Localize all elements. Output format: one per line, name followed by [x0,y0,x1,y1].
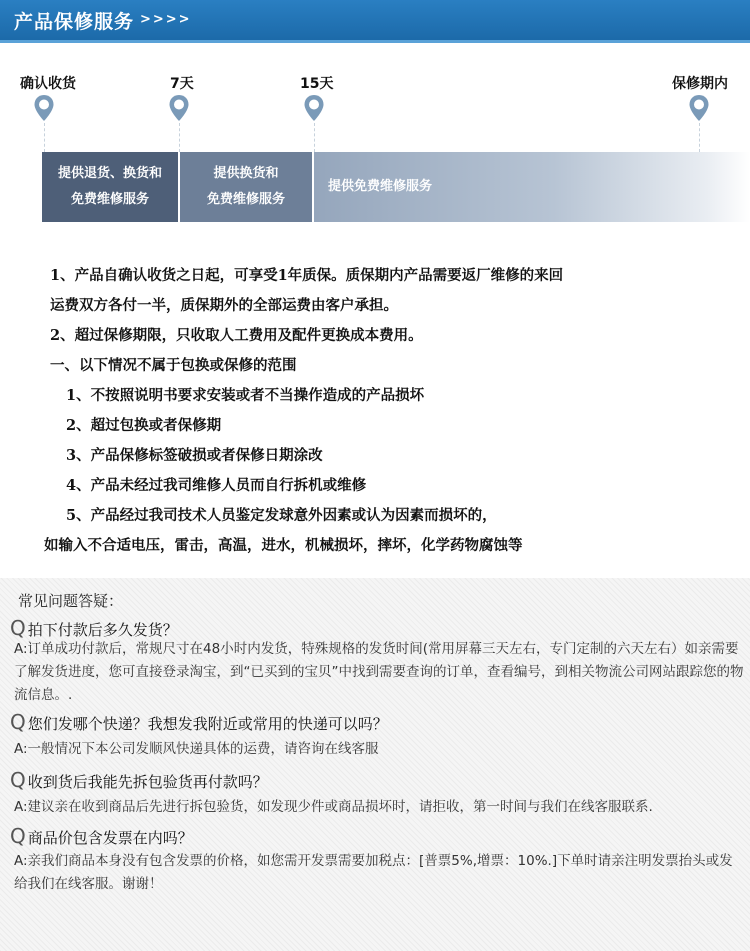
question-text: 您们发哪个快递？我想发我附近或常用的快递可以吗？ [27,715,388,733]
term-line: 2、超过保修期限，只收取人工费用及配件更换成本费用。 [50,327,423,344]
location-pin-icon [303,94,325,122]
question-mark-icon: Q [10,616,26,640]
timeline-segment-repair [314,152,750,222]
faq-title: 常见问题答疑： [18,592,124,610]
timeline-connector [44,123,45,152]
timeline-label-15days: 15天 [300,76,334,92]
section-header [0,0,750,43]
term-line: 如输入不合适电压，雷击，高温，进水，机械损坏，摔坏，化学药物腐蚀等 [44,537,523,554]
faq-question [10,616,178,640]
faq-question [10,768,268,792]
question-text: 拍下付款后多久发货？ [27,621,178,639]
term-line: 运费双方各付一半，质保期外的全部运费由客户承担。 [50,297,398,314]
segment-text-line: 免费维修服务 [206,192,285,207]
question-text: 收到货后我能先拆包验货再付款吗？ [27,773,268,791]
term-line: 1、不按照说明书要求安装或者不当操作造成的产品损坏 [66,387,425,404]
segment-text-line: 提供免费维修服务 [328,179,433,194]
location-pin-icon [688,94,710,122]
faq-question [10,710,388,734]
timeline-connector [179,123,180,152]
question-text: 商品价包含发票在内吗？ [27,829,193,847]
term-line: 一、以下情况不属于包换或保修的范围 [50,357,297,374]
faq-answer: A:建议亲在收到商品后先进行拆包验货，如发现少件或商品损坏时，请拒收，第一时间与我们在线客服联系. [14,799,653,815]
timeline-connector [314,123,315,152]
term-line: 1、产品自确认收货之日起，可享受1年质保。质保期内产品需要返厂维修的来回 [50,267,564,284]
question-mark-icon: Q [10,824,26,848]
faq-answer: A:一般情况下本公司发顺风快递具体的运费，请咨询在线客服 [14,741,379,757]
timeline-segment-return-exchange [42,152,178,222]
term-line: 5、产品经过我司技术人员鉴定发球意外因素或认为因素而损坏的， [66,507,497,524]
timeline-label-receipt: 确认收货 [20,76,76,92]
timeline-connector [699,123,700,152]
term-line: 3、产品保修标签破损或者保修日期涂改 [66,447,323,464]
timeline-segment-exchange [180,152,312,222]
question-mark-icon: Q [10,768,26,792]
term-line: 2、超过包换或者保修期 [66,417,222,434]
faq-answer: A:订单成功付款后，常规尺寸在48小时内发货，特殊规格的发货时间(常用屏幕三天左右，专门定制的六天左右）如亲需要了解发货进度，您可直接登录淘宝，到“已买到的宝贝”中找到需要查询的订单，查看编号，到相关物流公司网站跟踪您的物流信息。. [14,641,744,703]
faq-section [0,578,750,951]
faq-answer: A:亲我们商品本身没有包含发票的价格，如您需开发票需要加税点：[普票5%,增票：10%.]下单时请亲注明发票抬头或发给我们在线客服。谢谢！ [14,853,733,892]
timeline-label-7days: 7天 [170,76,194,92]
segment-text-line: 免费维修服务 [70,192,149,207]
segment-text-line: 提供退货、换货和 [57,166,162,181]
location-pin-icon [33,94,55,122]
location-pin-icon [168,94,190,122]
faq-question [10,824,193,848]
segment-text-line: 提供换货和 [213,166,279,181]
timeline-label-warranty: 保修期内 [672,76,728,92]
section-title: 产品保修服务 [14,11,135,33]
chevron-right-icon: >>>> [140,12,192,27]
term-line: 4、产品未经过我司维修人员而自行拆机或维修 [66,477,367,494]
question-mark-icon: Q [10,710,26,734]
